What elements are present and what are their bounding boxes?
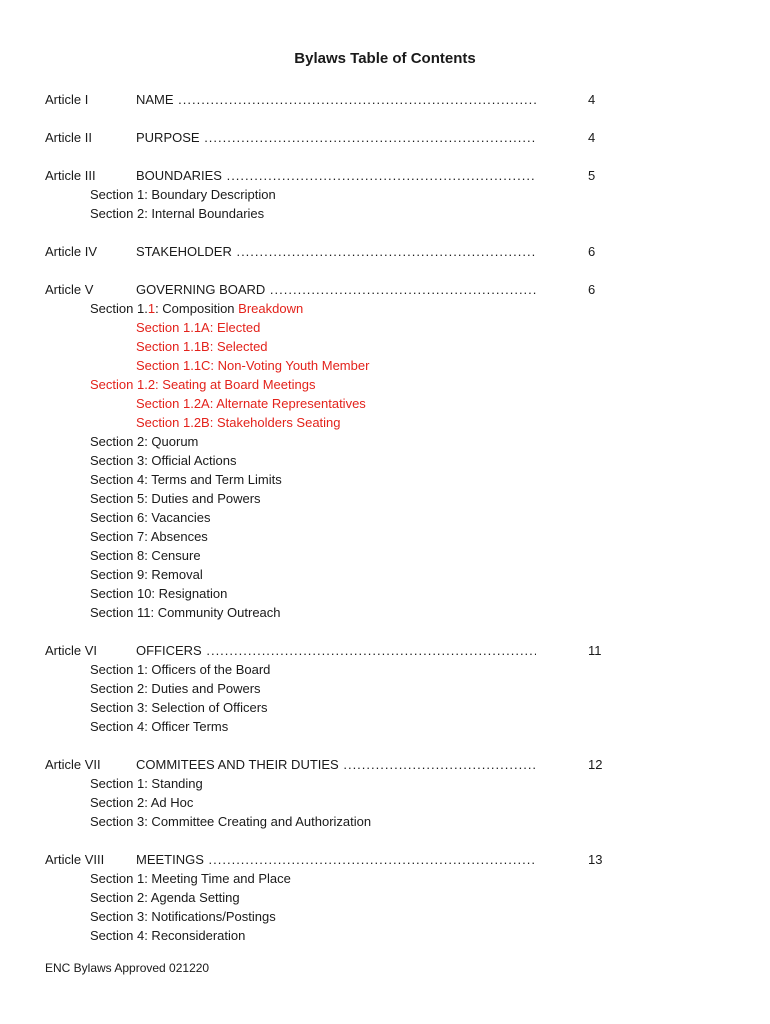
- section-text-part: 1: [147, 301, 156, 316]
- article-page-number: 6: [588, 282, 596, 297]
- article-title: BOUNDARIES .....: [136, 166, 536, 185]
- toc-section: Section 2: Agenda Setting: [90, 890, 240, 905]
- toc-article-row: [0, 755, 770, 774]
- section-list: [0, 774, 770, 831]
- article-title: MEETINGS .....: [136, 850, 536, 869]
- toc-section: Section 5: Duties and Powers: [90, 491, 261, 506]
- article-page-number: 12: [588, 757, 603, 772]
- toc-article-row: [0, 90, 770, 109]
- toc-article: [0, 128, 770, 166]
- toc-article-row: [0, 850, 770, 869]
- toc-section: Section 3: Selection of Officers: [90, 700, 268, 715]
- toc-section: Section 1: Meeting Time and Place: [90, 871, 291, 886]
- table-of-contents: [0, 90, 770, 945]
- article-page-number: 11: [588, 643, 602, 658]
- toc-article: [0, 166, 770, 242]
- toc-section: Section 1.1A: Elected: [136, 320, 261, 335]
- toc-section: Section 2: Ad Hoc: [90, 795, 194, 810]
- toc-article-row: [0, 641, 770, 660]
- article-title: STAKEHOLDER .....: [136, 242, 536, 261]
- toc-section: Section 1: Boundary Description: [90, 187, 276, 202]
- toc-section: Section 4: Terms and Term Limits: [90, 472, 282, 487]
- toc-section: Section 1.1B: Selected: [136, 339, 268, 354]
- toc-article: [0, 242, 770, 280]
- section-text-part: : Composition: [155, 301, 239, 316]
- article-title: NAME .....: [136, 90, 536, 109]
- toc-section: Section 4: Reconsideration: [90, 928, 246, 943]
- article-label: Article IV: [45, 244, 98, 259]
- toc-article-row: [0, 242, 770, 261]
- toc-section: Section 1: Standing: [90, 776, 203, 791]
- toc-section: Section 1.2: Seating at Board Meetings: [90, 377, 316, 392]
- toc-section: [0, 299, 770, 318]
- article-label: Article I: [45, 92, 89, 107]
- article-label: Article III: [45, 168, 96, 183]
- toc-section: Section 1: Officers of the Board: [90, 662, 271, 677]
- article-label: Article VI: [45, 643, 98, 658]
- section-text-part: Breakdown: [238, 301, 304, 316]
- article-page-number: 4: [588, 130, 596, 145]
- section-list: [0, 185, 770, 223]
- section-list: [0, 660, 770, 736]
- toc-section: Section 9: Removal: [90, 567, 203, 582]
- section-text-part: Section 1.: [90, 301, 148, 316]
- article-label: Article II: [45, 130, 92, 145]
- article-label: Article V: [45, 282, 94, 297]
- toc-section: Section 2: Duties and Powers: [90, 681, 261, 696]
- toc-article-row: [0, 166, 770, 185]
- article-page-number: 4: [588, 92, 596, 107]
- toc-section: Section 7: Absences: [90, 529, 208, 544]
- article-title: OFFICERS .....: [136, 641, 536, 660]
- section-list: [0, 869, 770, 945]
- toc-article: [0, 850, 770, 945]
- article-label: Article VII: [45, 757, 101, 772]
- toc-section: Section 6: Vacancies: [90, 510, 211, 525]
- article-page-number: 6: [588, 244, 596, 259]
- article-page-number: 13: [588, 852, 603, 867]
- toc-section: Section 2: Internal Boundaries: [90, 206, 265, 221]
- toc-article: [0, 90, 770, 128]
- toc-article: [0, 641, 770, 755]
- toc-section: Section 11: Community Outreach: [90, 605, 281, 620]
- toc-article-row: [0, 128, 770, 147]
- footer-text: ENC Bylaws Approved 021220: [45, 961, 210, 975]
- toc-section: Section 4: Officer Terms: [90, 719, 229, 734]
- toc-section: Section 1.1C: Non-Voting Youth Member: [136, 358, 370, 373]
- page-title: Bylaws Table of Contents: [294, 50, 476, 67]
- article-title: COMMITEES AND THEIR DUTIES .....: [136, 755, 536, 774]
- toc-article: [0, 280, 770, 641]
- article-title: GOVERNING BOARD .....: [136, 280, 536, 299]
- toc-section: Section 1.2B: Stakeholders Seating: [136, 415, 341, 430]
- toc-article: [0, 755, 770, 850]
- toc-section: Section 3: Official Actions: [90, 453, 237, 468]
- toc-section: Section 3: Notifications/Postings: [90, 909, 276, 924]
- toc-section: Section 8: Censure: [90, 548, 201, 563]
- article-label: Article VIII: [45, 852, 105, 867]
- toc-section: Section 1.2A: Alternate Representatives: [136, 396, 366, 411]
- toc-section: Section 3: Committee Creating and Authorization: [90, 814, 372, 829]
- section-list: [0, 299, 770, 622]
- toc-section: Section 10: Resignation: [90, 586, 228, 601]
- article-page-number: 5: [588, 168, 596, 183]
- toc-article-row: [0, 280, 770, 299]
- toc-section: Section 2: Quorum: [90, 434, 199, 449]
- article-title: PURPOSE .....: [136, 128, 536, 147]
